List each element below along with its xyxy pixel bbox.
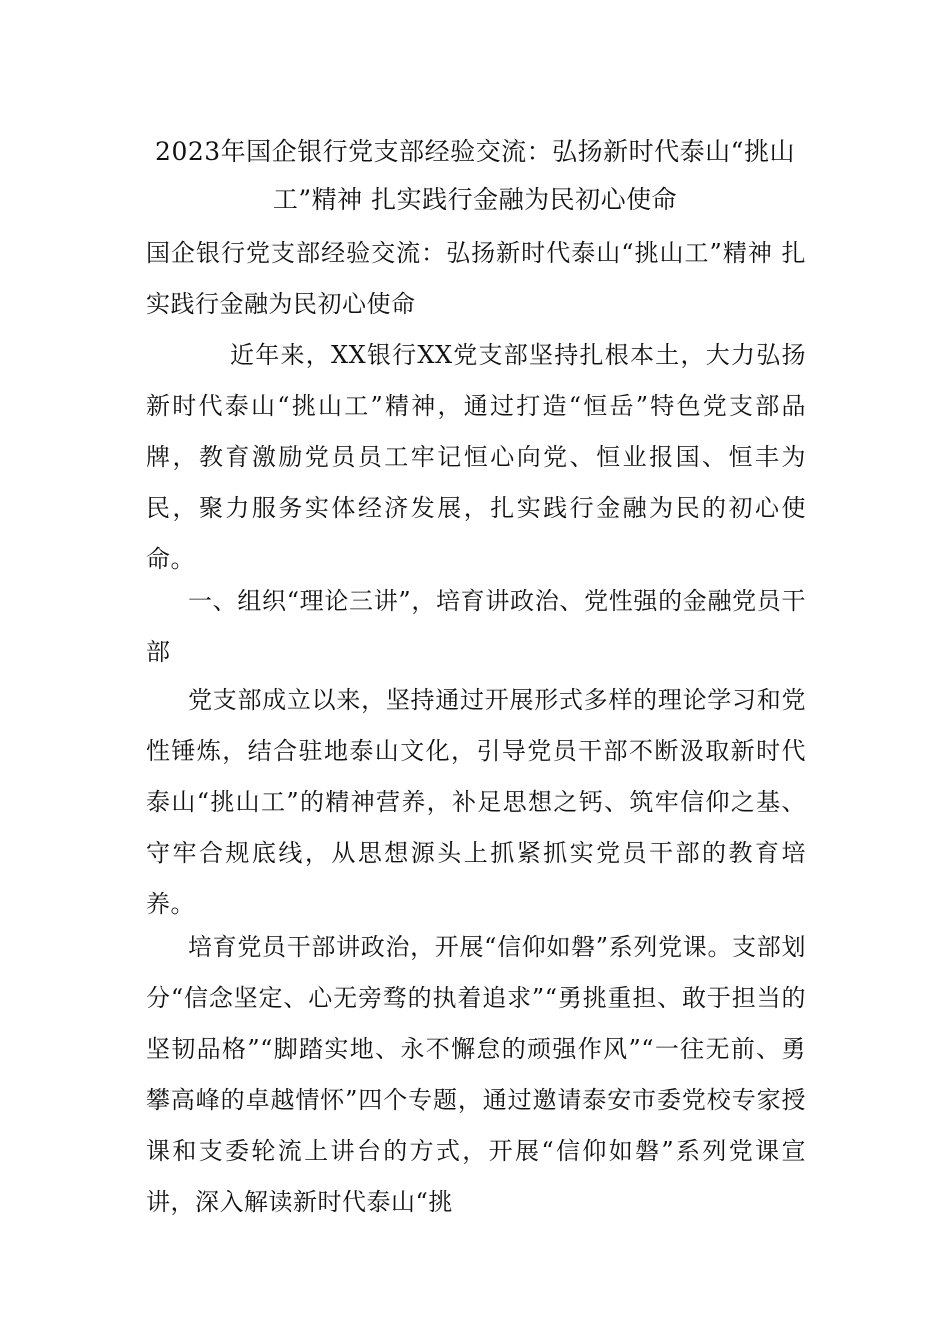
body-paragraph-1: 党支部成立以来，坚持通过开展形式多样的理论学习和党性锤炼，结合驻地泰山文化，引导党员干部不断汲取新时代泰山“挑山工”的精神营养，补足思想之钙、筑牢信仰之基、守牢合规底线，从思想源头上抓紧抓实党员干部的教育培养。 [146,686,806,918]
intro-paragraph: 近年来，XX银行XX党支部坚持扎根本土，大力弘扬新时代泰山“挑山工”精神，通过打造“恒岳”特色党支部品牌，教育激励党员员工牢记恒心向党、恒业报国、恒丰为民，聚力服务实体经济发展，扎实践行金融为民的初心使命。 [146,341,806,573]
section-heading-1: 一、组织“理论三讲”，培育讲政治、党性强的金融党员干部 [146,587,806,666]
document-title: 2023年国企银行党支部经验交流：弘扬新时代泰山“挑山工”精神 扎实践行金融为民初心使命 [155,137,795,214]
body-paragraph-2: 培育党员干部讲政治，开展“信仰如磐”系列党课。支部划分“信念坚定、心无旁骛的执着追求”“勇挑重担、敢于担当的坚韧品格”“脚踏实地、永不懈怠的顽强作风”“一往无前、勇攀高峰的卓越情怀”四个专题，通过邀请泰安市委党校专家授课和支委轮流上讲台的方式，开展“信仰如磐”系列党课宣讲，深入解读新时代泰山“挑 [146,933,806,1216]
document-subtitle: 国企银行党支部经验交流：弘扬新时代泰山“挑山工”精神 扎实践行金融为民初心使命 [146,239,806,318]
